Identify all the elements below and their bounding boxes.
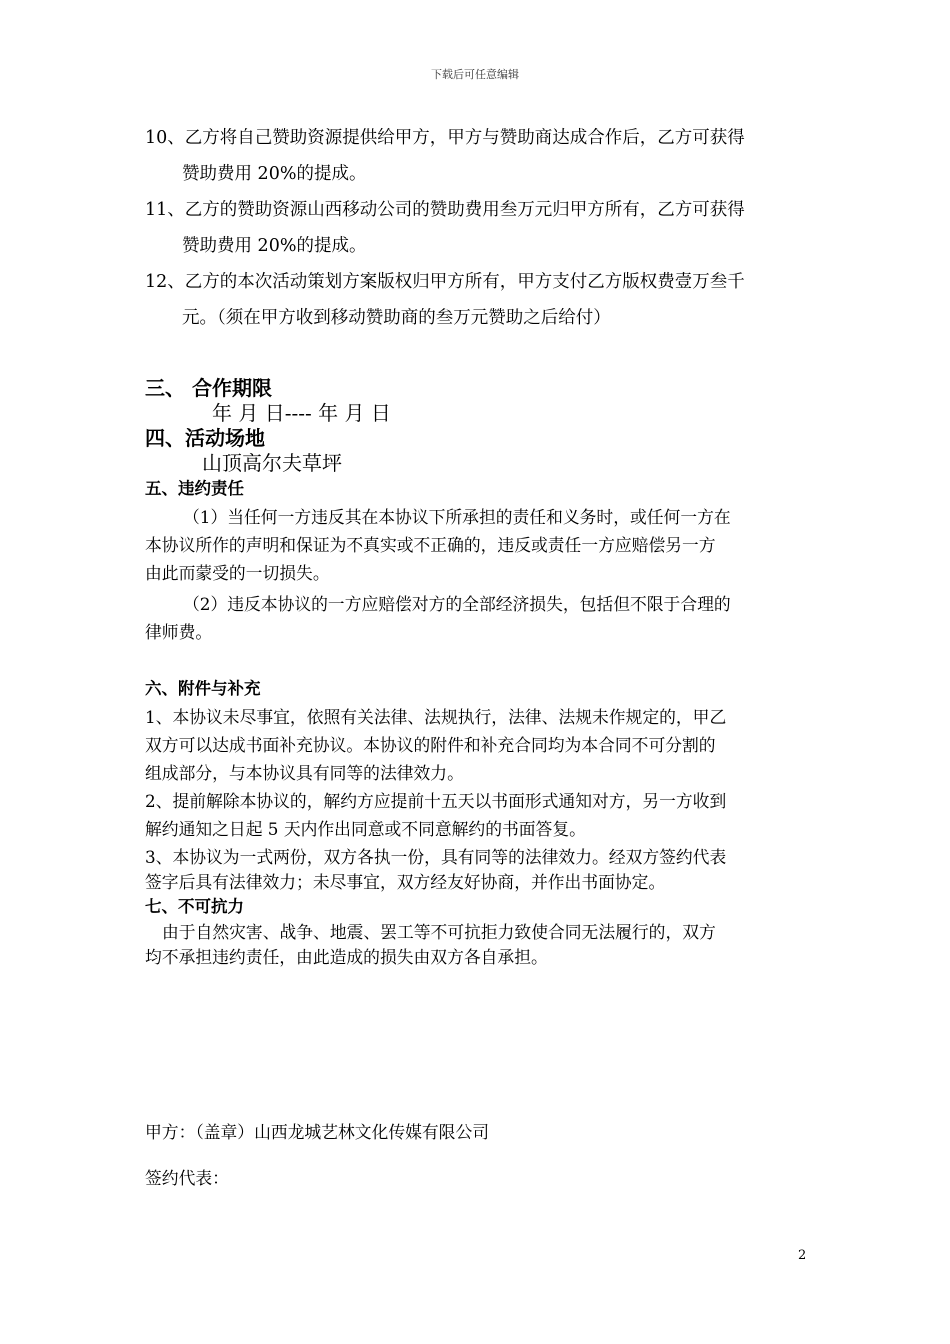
representative-label: 签约代表： [145, 1168, 229, 1188]
section-5-p2-line-1: （2）违反本协议的一方应赔偿对方的全部经济损失，包括但不限于合理的 [183, 594, 731, 614]
section-7-title: 七、不可抗力 [145, 897, 244, 916]
section-5-p1-line-1: （1）当任何一方违反其在本协议下所承担的责任和义务时，或任何一方在 [183, 507, 731, 527]
section-4-title: 四、活动场地 [145, 426, 265, 450]
venue: 山顶高尔夫草坪 [202, 451, 342, 475]
section-7-line: 均不承担违约责任，由此造成的损失由双方各自承担。 [145, 947, 548, 967]
item-10-line-2: 赞助费用 20%的提成。 [182, 164, 367, 184]
section-5-p1-line-2: 本协议所作的声明和保证为不真实或不正确的，违反或责任一方应赔偿另一方 [145, 535, 716, 555]
section-5-title: 五、违约责任 [145, 479, 244, 498]
page-header: 下载后可任意编辑 [431, 68, 519, 81]
section-6-line: 3、本协议为一式两份，双方各执一份，具有同等的法律效力。经双方签约代表 [145, 847, 727, 867]
section-6-line: 1、本协议未尽事宜，依照有关法律、法规执行，法律、法规未作规定的，甲乙 [145, 707, 727, 727]
item-11-line-1: 11、乙方的赞助资源山西移动公司的赞助费用叁万元归甲方所有，乙方可获得 [145, 200, 745, 220]
item-10-line-1: 10、乙方将自己赞助资源提供给甲方，甲方与赞助商达成合作后，乙方可获得 [145, 128, 745, 148]
section-6-line: 签字后具有法律效力；未尽事宜，双方经友好协商，并作出书面协定。 [145, 872, 666, 892]
party-a-signature: 甲方：（盖章）山西龙城艺林文化传媒有限公司 [145, 1122, 490, 1142]
section-6-line: 双方可以达成书面补充协议。本协议的附件和补充合同均为本合同不可分割的 [145, 735, 716, 755]
item-12-line-1: 12、乙方的本次活动策划方案版权归甲方所有，甲方支付乙方版权费壹万叁千 [145, 272, 745, 292]
section-6-line: 组成部分，与本协议具有同等的法律效力。 [145, 763, 464, 783]
item-12-line-2: 元。（须在甲方收到移动赞助商的叁万元赞助之后给付） [182, 308, 611, 328]
section-7-line: 由于自然灾害、战争、地震、罢工等不可抗拒力致使合同无法履行的，双方 [162, 922, 716, 942]
section-5-p1-line-3: 由此而蒙受的一切损失。 [145, 563, 330, 583]
section-6-line: 解约通知之日起 5 天内作出同意或不同意解约的书面答复。 [145, 819, 586, 839]
section-6-line: 2、提前解除本协议的，解约方应提前十五天以书面形式通知对方，另一方收到 [145, 791, 727, 811]
cooperation-period: 年 月 日---- 年 月 日 [212, 401, 391, 425]
page-number: 2 [798, 1248, 807, 1263]
section-5-p2-line-2: 律师费。 [145, 622, 213, 642]
section-3-title: 三、 合作期限 [145, 376, 272, 400]
section-6-title: 六、附件与补充 [145, 679, 261, 698]
item-11-line-2: 赞助费用 20%的提成。 [182, 236, 367, 256]
